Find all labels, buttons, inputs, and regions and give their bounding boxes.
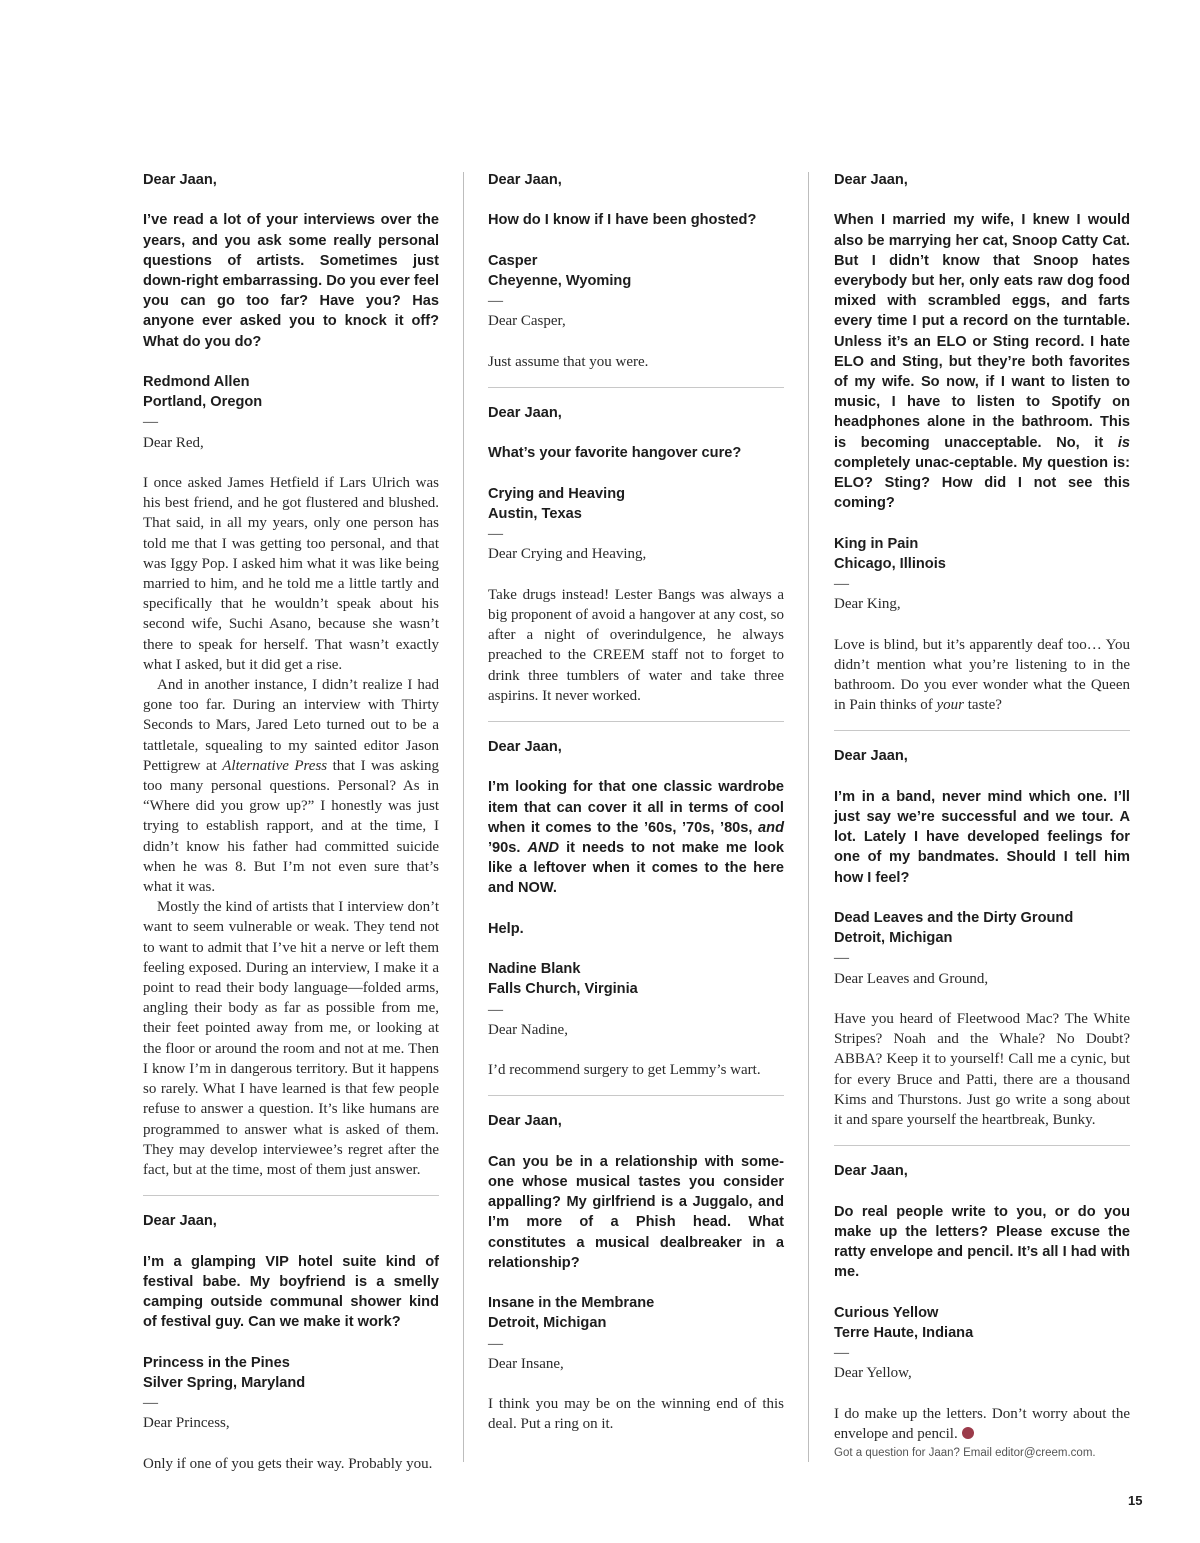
reader-question (488, 210, 784, 230)
reply-answer (488, 585, 784, 706)
reply-answer (834, 1009, 1130, 1130)
letter (834, 1161, 1130, 1444)
question-paragraph: When I married my wife, I knew I would also be marrying her cat, Snoop Catty Cat. But I didn’t know that Snoop hates everybody but her, only eats raw dog food mixed with scrambled eggs, and farts every time I put a record on the turntable. Unless it’s an ELO or Sting record. I hate ELO and Sting, but they’re both favorites of my wife. So now, if I want to listen to music, I have to listen to Spotify on headphones alone in the bathroom. This is becoming unacceptable. No, it is completely unac-ceptable. My question is: ELO? Sting? How did I not see this coming? (834, 212, 1130, 512)
reply-salutation: Dear Casper, (488, 313, 566, 330)
reader-location: Cheyenne, Wyoming (488, 272, 632, 289)
reader-location: Terre Haute, Indiana (834, 1324, 974, 1341)
letter-separator (488, 387, 784, 388)
answer-paragraph: I’d recommend surgery to get Lemmy’s wart. (488, 1062, 761, 1079)
letter-separator (143, 1195, 439, 1196)
question-paragraph: Help. (488, 920, 524, 937)
answer-paragraph: I do make up the letters. Don’t worry about the envelope and pencil. (834, 1405, 1130, 1442)
reader-name: Crying and Heaving (488, 485, 626, 502)
letter (488, 1111, 784, 1434)
reader-signature (488, 959, 784, 999)
letter (834, 170, 1130, 715)
reply-answer (488, 1060, 784, 1080)
reply-salutation: Dear Princess, (143, 1415, 230, 1432)
reader-name: Redmond Allen (143, 374, 250, 390)
letter (143, 1211, 439, 1474)
reader-signature (143, 1353, 439, 1393)
em-dash: — (834, 950, 849, 967)
reader-signature (488, 1293, 784, 1333)
salutation: Dear Jaan, (834, 748, 908, 765)
question-paragraph: I’m looking for that one classic wardrobe item that can cover it all in terms of cool when it comes to the ’60s, ’70s, ’80s, and ’90s. AND it needs to not make me look like a leftover when it comes to the here and NOW. (488, 779, 784, 897)
em-dash: — (143, 1394, 158, 1411)
creem-end-mark-icon (962, 1427, 974, 1439)
em-dash: — (143, 414, 158, 431)
reader-question (488, 443, 784, 463)
reader-signature (834, 1303, 1130, 1343)
salutation: Dear Jaan, (834, 1163, 908, 1180)
column-1 (143, 170, 439, 1474)
answer-paragraph: Have you heard of Fleetwood Mac? The White Stripes? Noah and the Whale? No Doubt? ABBA? Keep it to yourself! Call me a cynic, but for every Bruce and Patti, there are a thousand Kims and Thurstons. Just go write a song about it and spare yourself the heartbreak, Bunky. (834, 1011, 1130, 1129)
letter (488, 170, 784, 372)
reply-salutation: Dear Red, (143, 434, 204, 451)
reply-answer (488, 1394, 784, 1434)
em-dash: — (488, 526, 503, 543)
reply-answer (143, 1454, 439, 1474)
salutation: Dear Jaan, (143, 172, 217, 188)
reader-question (143, 1252, 439, 1333)
salutation: Dear Jaan, (143, 1213, 217, 1230)
column-divider (463, 172, 464, 1462)
column-divider (808, 172, 809, 1462)
reader-location: Chicago, Illinois (834, 555, 946, 572)
letter-separator (834, 730, 1130, 731)
reader-question (488, 777, 784, 939)
reader-name: Insane in the Membrane (488, 1295, 655, 1312)
salutation: Dear Jaan, (488, 1113, 562, 1130)
reader-name: Curious Yellow (834, 1304, 939, 1321)
reader-question (488, 1152, 784, 1273)
em-dash: — (488, 293, 503, 310)
reader-location: Detroit, Michigan (834, 930, 953, 947)
reader-signature (834, 908, 1130, 948)
question-paragraph: I’ve read a lot of your interviews over the years, and you ask some really personal questions of artists. Sometimes just down-right embarrassing. Do you ever feel you can go too far? Have you? Has anyone ever asked you to knock it off? What do you do? (143, 212, 439, 350)
letter-separator (834, 1145, 1130, 1146)
letter-separator (488, 1095, 784, 1096)
answer-paragraph: Take drugs instead! Lester Bangs was always a big proponent of avoid a hangover at any cost, so after a night of overindulgence, he always preached to the CREEM staff not to forget to drink three tumblers of water and take three aspirins. It never worked. (488, 586, 784, 704)
reader-question (143, 210, 439, 351)
question-paragraph: I’m in a band, never mind which one. I’ll just say we’re successful and we tour. A lot. Lately I have developed feelings for one of my bandmates. Should I tell him how I feel? (834, 788, 1130, 886)
reader-signature (488, 251, 784, 291)
letter (143, 170, 439, 1180)
salutation: Dear Jaan, (488, 404, 562, 421)
question-paragraph: How do I know if I have been ghosted? (488, 212, 757, 229)
answer-paragraph: And in another instance, I didn’t realize I had gone too far. During an interview with Thirty Seconds to Mars, Jared Leto turned out to be a tattletale, squealing to my sainted editor Jason Pettigrew at Alternative Press that I was asking too many personal questions. Personal? As in “Where did you grow up?” I honestly was just trying to establish rapport, and at the time, I didn’t know his father had committed suicide when he was 8. But I’m not even sure that’s what it was. (143, 677, 439, 896)
reader-name: King in Pain (834, 535, 919, 552)
answer-paragraph: Mostly the kind of artists that I interview don’t want to seem vulnerable or weak. They tend not to want to admit that I’ve hit a nerve or left them feeling exposed. During an interview, I make it a point to read their body language—folded arms, angling their body as far as possible from me, their feet pointed away from me, or looking at the floor or around the room and not at me. Then I know I’m in dangerous territory. But it happens so rarely. What I have learned is that few people refuse to answer a question. It’s like humans are programmed to answer what is asked of them. They may develop interviewee’s regret after the fact, but at the time, most of them just answer. (143, 899, 439, 1178)
reply-answer (834, 1404, 1130, 1444)
answer-paragraph: Only if one of you gets their way. Probably you. (143, 1455, 433, 1472)
em-dash: — (488, 1001, 503, 1018)
reader-location: Portland, Oregon (143, 394, 263, 411)
question-paragraph: What’s your favorite hangover cure? (488, 445, 742, 462)
answer-paragraph: I once asked James Hetfield if Lars Ulrich was his best friend, and he got flustered and blushed. That said, in all my years, only one person has told me that I was getting too personal, and that was Iggy Pop. I asked him what it was like being married to him, and he told me a little tartly and specifically that he wouldn’t speak about his second wife, Suchi Asano, because she wasn’t there to speak for herself. That wasn’t exactly what I asked, but it did get a rise. (143, 475, 439, 673)
salutation: Dear Jaan, (488, 172, 562, 188)
reply-salutation: Dear Crying and Heaving, (488, 546, 647, 563)
reader-name: Dead Leaves and the Dirty Ground (834, 910, 1074, 927)
question-paragraph: Do real people write to you, or do you make up the letters? Please excuse the ratty envelope and pencil. It’s all I had with me. (834, 1203, 1130, 1281)
reply-salutation: Dear Insane, (488, 1355, 564, 1372)
em-dash: — (488, 1335, 503, 1352)
reply-answer (143, 473, 439, 1180)
question-paragraph: I’m a glamping VIP hotel suite kind of festival babe. My boyfriend is a smelly camping outside communal shower kind of festival guy. Can we make it work? (143, 1253, 439, 1331)
salutation: Dear Jaan, (488, 738, 562, 755)
reader-location: Austin, Texas (488, 505, 582, 522)
reader-location: Silver Spring, Maryland (143, 1374, 306, 1391)
reader-location: Detroit, Michigan (488, 1315, 607, 1332)
answer-paragraph: Love is blind, but it’s apparently deaf too… You didn’t mention what you’re listening to in the bathroom. Do you ever wonder what the Queen in Pain thinks of your taste? (834, 636, 1130, 714)
page-number: 15 (1128, 1493, 1143, 1508)
reader-question (834, 1202, 1130, 1283)
salutation: Dear Jaan, (834, 172, 908, 188)
letter-separator (488, 721, 784, 722)
reader-signature (143, 372, 439, 412)
column-2 (488, 170, 784, 1435)
reader-name: Nadine Blank (488, 961, 581, 978)
question-paragraph: Can you be in a relationship with some-one whose musical tastes you consider appalling? My girlfriend is a Juggalo, and I’m more of a Phish head. What constitutes a musical dealbreaker in a relationship? (488, 1153, 784, 1271)
reader-question (834, 210, 1130, 513)
reply-salutation: Dear Leaves and Ground, (834, 970, 989, 987)
reader-signature (834, 534, 1130, 574)
letter (834, 746, 1130, 1130)
reader-name: Princess in the Pines (143, 1354, 290, 1371)
reply-salutation: Dear Nadine, (488, 1021, 568, 1038)
reader-location: Falls Church, Virginia (488, 981, 638, 998)
reply-salutation: Dear Yellow, (834, 1365, 912, 1382)
em-dash: — (834, 1345, 849, 1362)
letter (488, 403, 784, 706)
reply-salutation: Dear King, (834, 596, 901, 613)
letter (488, 737, 784, 1080)
em-dash: — (834, 576, 849, 593)
reply-answer (488, 352, 784, 372)
answer-paragraph: Just assume that you were. (488, 353, 649, 370)
column-3 (834, 170, 1130, 1462)
reader-question (834, 787, 1130, 888)
reply-answer (834, 635, 1130, 716)
answer-paragraph: I think you may be on the winning end of this deal. Put a ring on it. (488, 1396, 784, 1433)
reader-signature (488, 484, 784, 524)
footer-note: Got a question for Jaan? Email editor@creem.com. (834, 1447, 1096, 1460)
reader-name: Casper (488, 252, 538, 269)
